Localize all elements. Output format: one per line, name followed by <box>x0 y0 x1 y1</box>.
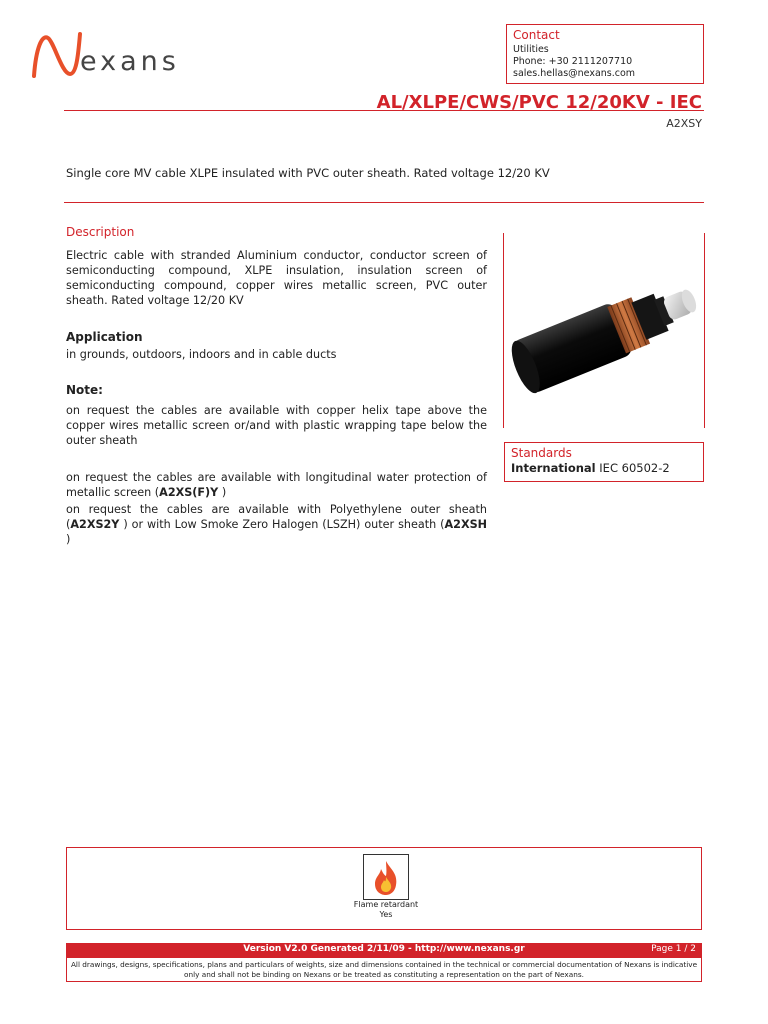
note-heading: Note: <box>66 383 103 397</box>
contact-department: Utilities <box>513 44 549 55</box>
description-heading: Description <box>66 225 135 239</box>
footer-disclaimer: All drawings, designs, specifications, plans and particulars of weights, size and dimensions contained in the technical or commercial documentation of Nexans is indicative only and shall not be binding on Nexans or be treated as constituting a representation on the part of Nexans. <box>66 958 702 982</box>
note-item-2-pre: on request the cables are available with longitudinal water protection of metallic screen ( <box>66 471 487 499</box>
flame-retardant-value: Yes <box>379 910 393 919</box>
cable-image-frame <box>503 233 705 428</box>
note-item-2-code: A2XS(F)Y <box>159 486 219 499</box>
footer-bar <box>66 943 702 958</box>
footer-page-number: Page 1 / 2 <box>651 944 696 954</box>
note-item-1: on request the cables are available with copper helix tape above the copper wires metallic screen or/and with plastic wrapping tape below the outer sheath <box>66 404 487 447</box>
footer-version: Version V2.0 Generated 2/11/09 - http://www.nexans.gr <box>243 944 525 954</box>
standards-heading: Standards <box>511 446 572 460</box>
application-heading: Application <box>66 330 143 344</box>
product-code: A2XSY <box>666 117 702 130</box>
summary-divider <box>64 202 704 203</box>
nexans-logo <box>28 28 228 88</box>
cable-image <box>504 233 704 428</box>
description-text: Electric cable with stranded Aluminium conductor, conductor screen of semiconducting compound, XLPE insulation, insulation screen of semiconducting compound, copper wires metallic screen, PVC outer sheath. Rated voltage 12/20 KV <box>66 249 487 307</box>
standards-value: IEC 60502-2 <box>599 461 670 475</box>
brand-wordmark: exans <box>80 46 180 77</box>
contact-email[interactable]: sales.hellas@nexans.com <box>513 68 636 79</box>
application-text: in grounds, outdoors, indoors and in cable ducts <box>66 348 337 361</box>
note-item-2-post: ) <box>218 486 227 499</box>
note-item-2 <box>66 470 487 500</box>
contact-box <box>506 24 704 84</box>
flame-retardant-name: Flame retardant <box>353 900 419 909</box>
contact-title: Contact <box>513 28 560 42</box>
product-summary: Single core MV cable XLPE insulated with PVC outer sheath. Rated voltage 12/20 KV <box>66 166 550 180</box>
contact-phone: Phone: +30 2111207710 <box>513 56 633 67</box>
note-item-3 <box>66 502 487 547</box>
flame-retardant-icon <box>363 854 409 900</box>
product-title: AL/XLPE/CWS/PVC 12/20KV - IEC <box>376 92 702 113</box>
standards-label: International <box>511 461 596 475</box>
properties-box <box>66 847 702 930</box>
note-item-3-code-1: A2XS2Y <box>70 518 120 531</box>
standards-box <box>504 442 704 482</box>
note-item-3-post: ) <box>66 533 71 546</box>
flame-retardant-label <box>337 900 435 920</box>
note-item-3-pre: on request the cables are available with Polyethylene outer sheath ( <box>66 503 487 531</box>
standards-row <box>511 461 697 475</box>
note-item-3-mid: ) or with Low Smoke Zero Halogen (LSZH) outer sheath ( <box>119 518 445 531</box>
note-item-3-code-2: A2XSH <box>444 518 487 531</box>
